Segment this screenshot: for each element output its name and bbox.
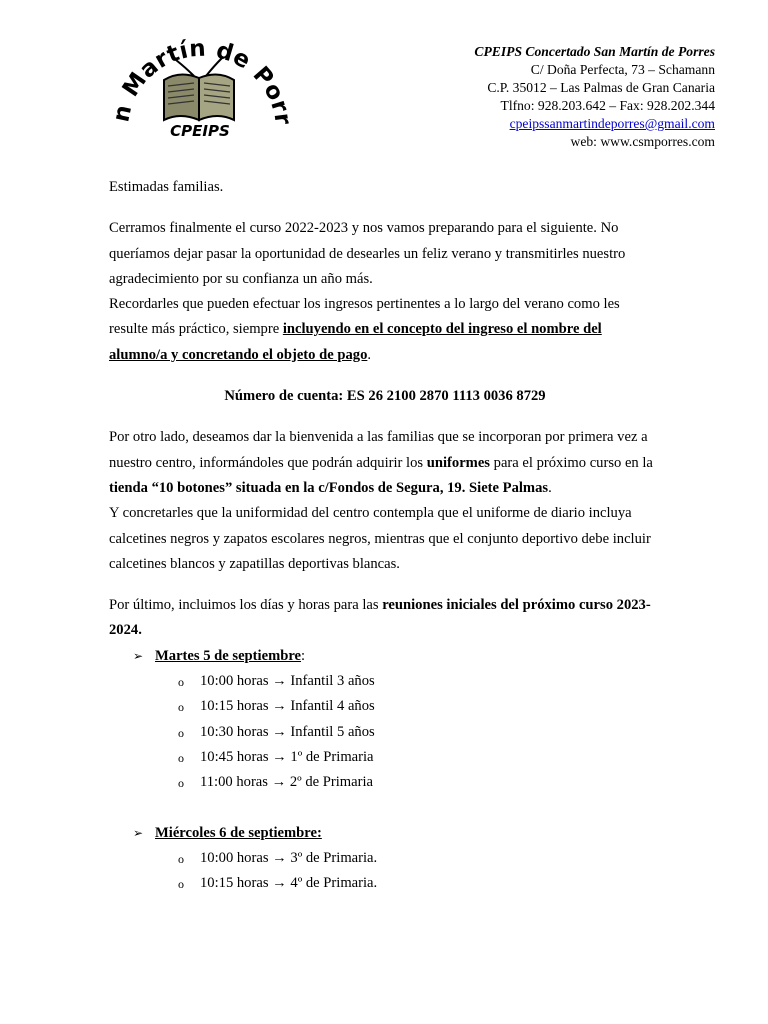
school-name: CPEIPS Concertado San Martín de Porres bbox=[474, 44, 715, 59]
circle-bullet-icon: o bbox=[178, 725, 184, 740]
schedule-item-text: 10:45 horas → 1º de Primaria bbox=[200, 748, 374, 765]
paragraph-1: Cerramos finalmente el curso 2022-2023 y nos vamos preparando para el siguiente. No queríamos dejar pasar la oportunidad de desearles un feliz verano y transmitirles nuestro agradecimiento por su confianza un año más. bbox=[109, 220, 626, 287]
schedule-item-text: 10:30 horas → Infantil 5 años bbox=[200, 723, 375, 740]
paragraph-2: Recordarles que pueden efectuar los ingresos pertinentes a lo largo del verano como les resulte más práctico, siempre incluyendo en el concepto del ingreso el nombre del alumno/a y concretando el objeto de pago. bbox=[109, 296, 620, 363]
schedule-item-text: 10:15 horas → Infantil 4 años bbox=[200, 698, 375, 715]
school-logo bbox=[106, 26, 292, 162]
schedule-item bbox=[109, 669, 661, 694]
shop-address: tienda “10 botones” situada en la c/Fondos de Segura, 19. Siete Palmas bbox=[109, 479, 549, 496]
phone-fax: Tlfno: 928.203.642 – Fax: 928.202.344 bbox=[500, 98, 715, 113]
logo-bottom-text: CPEIPS bbox=[170, 122, 230, 140]
schedule-item-text: 10:00 horas → 3º de Primaria. bbox=[200, 849, 378, 866]
logo-emblem bbox=[106, 26, 292, 162]
schedule-item-text: 10:00 horas → Infantil 3 años bbox=[200, 673, 375, 690]
logo-top-text: n Martín de Por bbox=[108, 35, 292, 125]
circle-bullet-icon: o bbox=[178, 675, 184, 690]
postal-code: C.P. 35012 – Las Palmas de Gran Canaria bbox=[487, 80, 715, 95]
day-2-schedule bbox=[109, 846, 661, 897]
meeting-day-2: ➢ Miércoles 6 de septiembre: bbox=[109, 821, 661, 846]
address: C/ Doña Perfecta, 73 – Schamann bbox=[530, 62, 715, 77]
arrow-bullet-icon: ➢ bbox=[133, 825, 144, 840]
schedule-item-text: 10:15 horas → 4º de Primaria. bbox=[200, 875, 378, 892]
schedule-item bbox=[109, 770, 661, 795]
letterhead bbox=[315, 43, 715, 151]
meeting-day-1: ➢ Martes 5 de septiembre: bbox=[109, 644, 661, 669]
account-number: Número de cuenta: ES 26 2100 2870 1113 0036 8729 bbox=[224, 388, 546, 405]
paragraph-3: Por otro lado, deseamos dar la bienvenida a las familias que se incorporan por primera vez a nuestro centro, informándoles que podrán adquirir los uniformes para el próximo curso en la tienda “10 botones” situada en la c/Fondos de Segura, 19. Siete Palmas. bbox=[109, 429, 653, 496]
payment-concept-note: incluyendo en el concepto del ingreso el nombre del alumno/a y concretando el objeto de pago bbox=[109, 321, 602, 363]
circle-bullet-icon: o bbox=[178, 776, 184, 791]
day-1-schedule bbox=[109, 669, 661, 795]
paragraph-5: Por último, incluimos los días y horas para las reuniones iniciales del próximo curso 2023-2024. bbox=[109, 597, 651, 639]
circle-bullet-icon: o bbox=[178, 700, 184, 715]
circle-bullet-icon: o bbox=[178, 877, 184, 892]
schedule-item-text: 11:00 horas → 2º de Primaria bbox=[200, 774, 373, 791]
circle-bullet-icon: o bbox=[178, 851, 184, 866]
paragraph-4: Y concretarles que la uniformidad del centro contempla que el uniforme de diario incluya calcetines negros y zapatos escolares negros, mientras que el conjunto deportivo debe incluir calcetines blancos y zapatillas deportivas blancas. bbox=[109, 505, 651, 572]
schedule-item bbox=[109, 720, 661, 745]
arrow-bullet-icon: ➢ bbox=[133, 648, 144, 663]
email-link[interactable]: cpeipssanmartindeporres@gmail.com bbox=[509, 116, 715, 131]
schedule-item bbox=[109, 745, 661, 770]
letter-body bbox=[109, 175, 661, 896]
schedule-item bbox=[109, 846, 661, 871]
greeting: Estimadas familias. bbox=[109, 179, 224, 195]
schedule-item bbox=[109, 871, 661, 896]
website: web: www.csmporres.com bbox=[570, 134, 715, 149]
circle-bullet-icon: o bbox=[178, 750, 184, 765]
schedule-item bbox=[109, 694, 661, 719]
